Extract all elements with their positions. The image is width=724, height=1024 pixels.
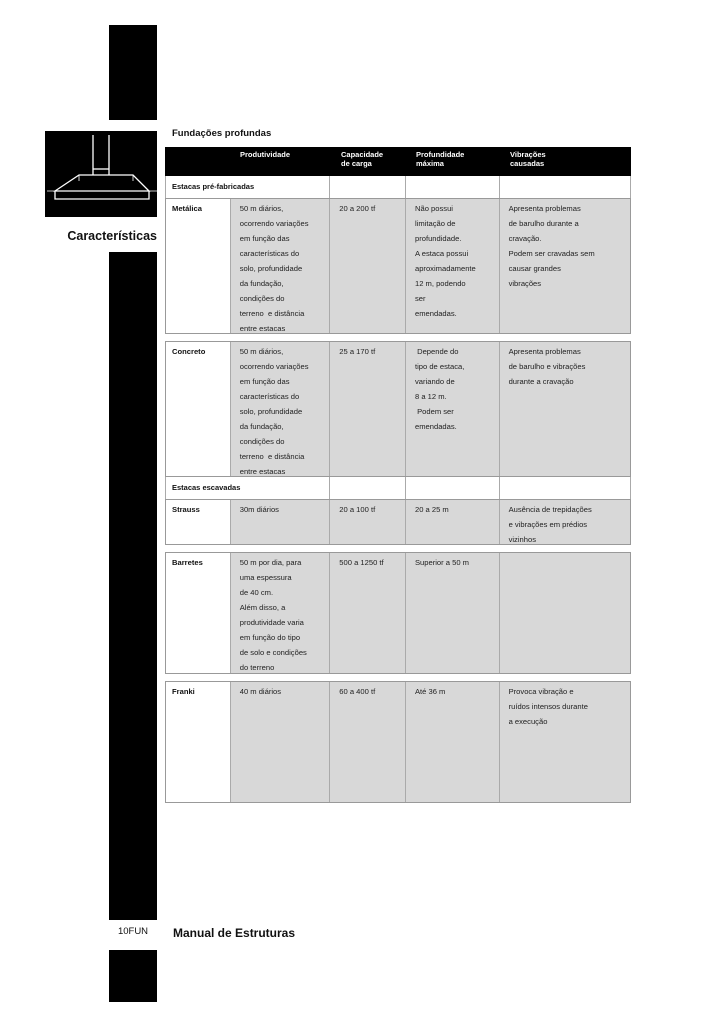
row-name: Franki	[166, 682, 231, 802]
table-row	[165, 552, 631, 674]
cell-line: Depende do	[414, 347, 459, 356]
cell-line: 30m diários	[239, 505, 279, 514]
cell-line: do terreno	[239, 663, 275, 672]
cell-capacity	[330, 500, 406, 544]
group-empty-cell	[500, 176, 630, 198]
cell-line: de barulho durante a	[508, 219, 579, 228]
cell-line: Superior a 50 m	[414, 558, 470, 567]
cell-line: da fundação,	[239, 422, 284, 431]
group-empty-cell	[330, 176, 406, 198]
cell-line: limitação de	[414, 219, 456, 228]
row-name: Concreto	[166, 342, 231, 476]
cell-line: em função do tipo	[239, 633, 301, 642]
cell-capacity	[330, 553, 406, 673]
cell-capacity	[330, 342, 406, 476]
cell-line: da fundação,	[239, 279, 284, 288]
cell-productivity	[231, 199, 331, 333]
cell-productivity	[231, 682, 331, 802]
cell-line: aproximadamente	[414, 264, 476, 273]
cell-line: entre estacas	[239, 324, 286, 333]
cell-line: solo, profundidade	[239, 264, 303, 273]
header-productivity: Produtividade	[240, 150, 291, 159]
cell-line: características do	[239, 249, 300, 258]
cell-line: Provoca vibração e	[508, 687, 574, 696]
cell-line: 50 m diários,	[239, 347, 284, 356]
cell-line: Além disso, a	[239, 603, 286, 612]
header-vibrations-line: causadas	[510, 158, 545, 168]
header-capacity-line: Capacidade	[341, 150, 384, 159]
cell-line: 50 m diários,	[239, 204, 284, 213]
cell-line: Apresenta problemas	[508, 204, 581, 213]
header-vibrations	[500, 147, 631, 176]
cell-capacity	[330, 199, 406, 333]
cell-vibrations	[500, 553, 630, 673]
table-row	[165, 198, 631, 334]
cell-line: ser	[414, 294, 426, 303]
cell-line: A estaca possui	[414, 249, 469, 258]
cell-line: características do	[239, 392, 300, 401]
cell-vibrations	[500, 500, 630, 544]
sidebar-bar-top	[109, 25, 157, 120]
cell-line: 8 a 12 m.	[414, 392, 447, 401]
cell-line: 20 a 100 tf	[339, 505, 376, 514]
header-capacity-line: de carga	[341, 158, 372, 168]
group-label: Estacas escavadas	[166, 477, 330, 499]
cell-vibrations	[500, 199, 630, 333]
cell-line: de barulho e vibrações	[508, 362, 586, 371]
section-label: Características	[67, 229, 157, 243]
page-code: 10FUN	[117, 926, 149, 937]
cell-depth	[406, 553, 500, 673]
cell-line: de solo e condições	[239, 648, 307, 657]
header-name	[165, 147, 230, 176]
cell-line: durante a cravação	[508, 377, 574, 386]
cell-depth	[406, 682, 500, 802]
group-label: Estacas pré-fabricadas	[166, 176, 330, 198]
cell-line: produtividade varia	[239, 618, 304, 627]
cell-depth	[406, 342, 500, 476]
cell-line: 12 m, podendo	[414, 279, 466, 288]
row-name: Metálica	[166, 199, 231, 333]
cell-productivity	[231, 553, 331, 673]
group-empty-cell	[406, 477, 500, 499]
cell-line: condições do	[239, 294, 285, 303]
cell-line: 40 m diários	[239, 687, 282, 696]
cell-line: causar grandes	[508, 264, 561, 273]
cell-line: Podem ser cravadas sem	[508, 249, 595, 258]
cell-depth	[406, 500, 500, 544]
cell-line: Ausência de trepidações	[508, 505, 592, 514]
cell-line: terreno e distância	[239, 452, 305, 461]
sidebar-bar-middle	[109, 252, 157, 920]
row-gap	[165, 334, 631, 341]
cell-line: 25 a 170 tf	[339, 347, 376, 356]
table-header	[165, 147, 631, 176]
cell-line: profundidade.	[414, 234, 462, 243]
cell-line: ruídos intensos durante	[508, 702, 588, 711]
cell-line: 20 a 25 m	[414, 505, 449, 514]
cell-line: solo, profundidade	[239, 407, 303, 416]
cell-line: Podem ser	[414, 407, 454, 416]
foundations-table	[165, 147, 631, 810]
cell-capacity	[330, 682, 406, 802]
header-depth-line: Profundidade	[416, 150, 465, 159]
cell-line: 60 a 400 tf	[339, 687, 376, 696]
table-row	[165, 681, 631, 803]
row-gap	[165, 674, 631, 681]
cell-line: condições do	[239, 437, 285, 446]
sidebar-bar-bottom	[109, 950, 157, 1002]
group-header	[165, 176, 631, 198]
group-empty-cell	[500, 477, 630, 499]
cell-line: ocorrendo variações	[239, 362, 309, 371]
row-name: Strauss	[166, 500, 231, 544]
cell-productivity	[231, 500, 331, 544]
table-row	[165, 341, 631, 477]
cell-line: vizinhos	[508, 535, 537, 544]
cell-depth	[406, 199, 500, 333]
cell-vibrations	[500, 342, 630, 476]
cell-line: terreno e distância	[239, 309, 305, 318]
cell-line: de 40 cm.	[239, 588, 274, 597]
cell-line: variando de	[414, 377, 455, 386]
cell-productivity	[231, 342, 331, 476]
row-name: Barretes	[166, 553, 231, 673]
group-empty-cell	[406, 176, 500, 198]
cell-line: Apresenta problemas	[508, 347, 581, 356]
header-depth	[406, 147, 500, 176]
cell-line: em função das	[239, 377, 290, 386]
cell-line: cravação.	[508, 234, 542, 243]
cell-line: 20 a 200 tf	[339, 204, 376, 213]
cell-line: vibrações	[508, 279, 542, 288]
cell-line: uma espessura	[239, 573, 292, 582]
header-depth-line: máxima	[416, 158, 444, 168]
cell-line: ocorrendo variações	[239, 219, 309, 228]
table-row	[165, 499, 631, 545]
manual-title: Manual de Estruturas	[173, 926, 296, 940]
row-gap	[165, 803, 631, 810]
cell-line: 500 a 1250 tf	[339, 558, 384, 567]
cell-line: e vibrações em prédios	[508, 520, 588, 529]
cell-line: 50 m por dia, para	[239, 558, 302, 567]
cell-line: a execução	[508, 717, 548, 726]
table-body	[165, 176, 631, 810]
cell-line: emendadas.	[414, 309, 457, 318]
cell-line: Até 36 m	[414, 687, 446, 696]
cell-line: em função das	[239, 234, 290, 243]
cell-vibrations	[500, 682, 630, 802]
group-empty-cell	[330, 477, 406, 499]
cell-line: emendadas.	[414, 422, 457, 431]
foundation-pile-icon	[45, 131, 157, 217]
table-title: Fundações profundas	[172, 128, 272, 139]
cell-line: tipo de estaca,	[414, 362, 465, 371]
header-vibrations-line: Vibrações	[510, 150, 546, 159]
cell-line: Não possui	[414, 204, 453, 213]
group-header	[165, 477, 631, 499]
cell-line: entre estacas	[239, 467, 286, 476]
header-capacity	[330, 147, 406, 176]
